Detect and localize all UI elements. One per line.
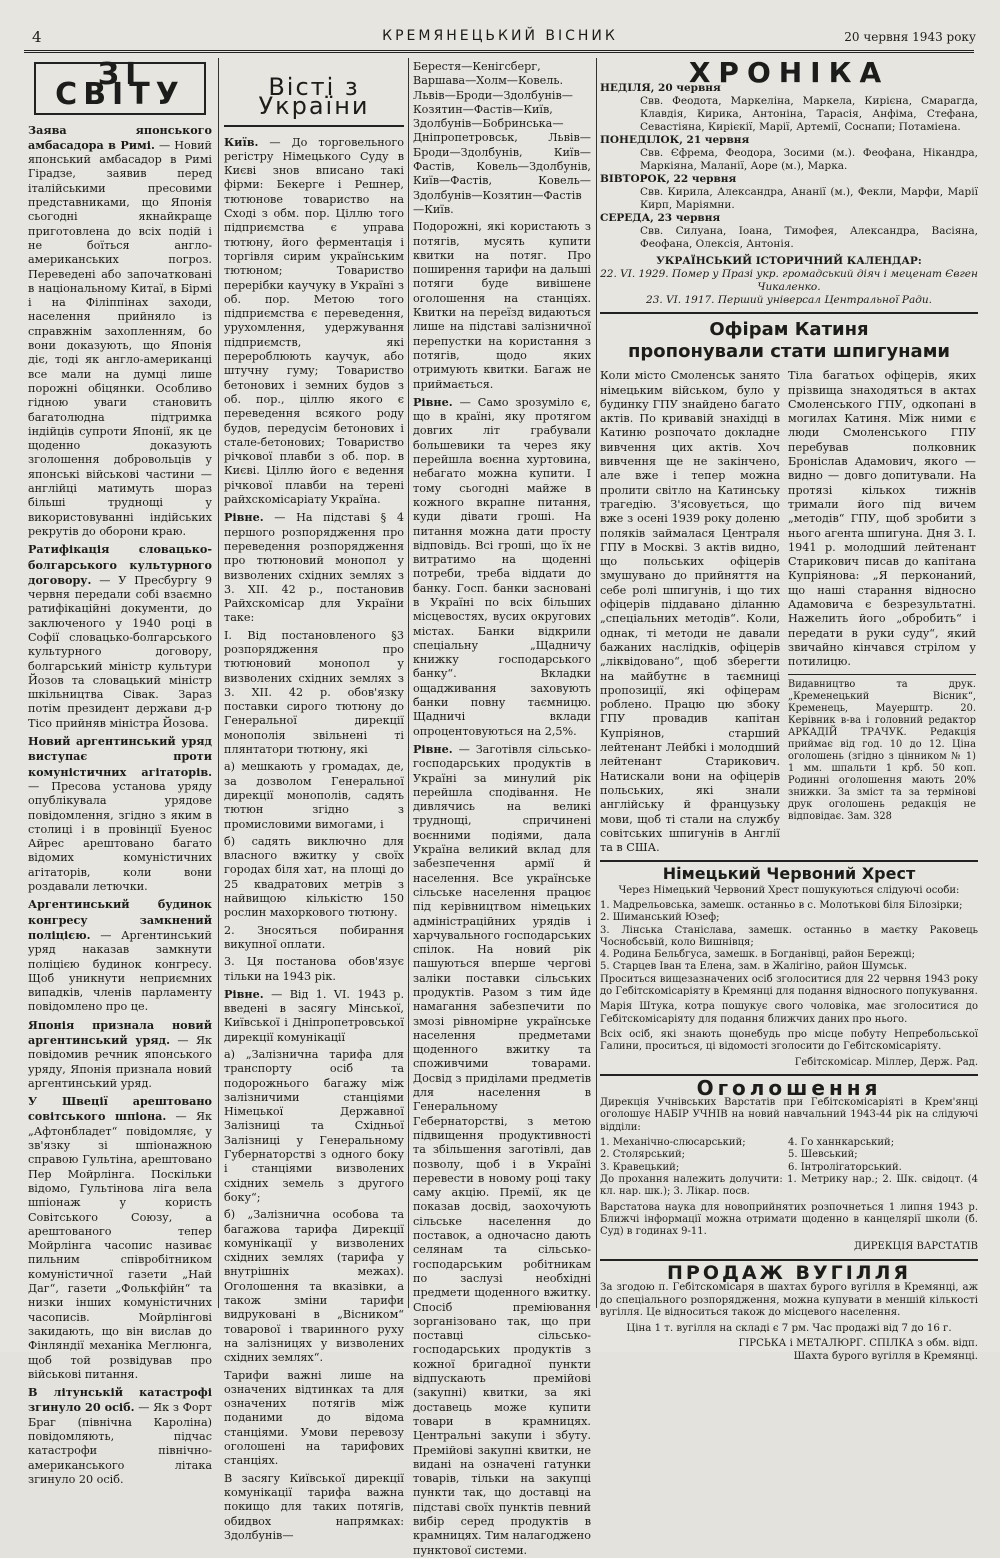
article: Рівне. — На підставі § 4 першого розпорядження про переведення розпорядження про тютюновий монопол у визволених східних землях з 3. XII. 42 р., постановив Райхскомісар для України таке: xyxy=(224,510,404,625)
article: Рівне. — Від 1. VI. 1943 р. введені в засягу Мінської, Київської і Дніпропетровської дирекції комунікації xyxy=(224,986,405,1044)
historical-calendar: УКРАЇНСЬКИЙ ІСТОРИЧНИЙ КАЛЕНДАР: 22. VI. 1929. Помер у Празі укр. громадський діяч і меценат Євген Чикаленко. 23. VI. 1917. Перший універсал Центральної Ради. xyxy=(600,255,978,307)
paragraph: I. Від постановленого §3 розпорядження про тютюновий монопол у визволених східних землях з 3. XII. 42 р. обов'язку поставки сирого тютюну до Генеральної дирекції монополія звільнені ті плянтатори тютюну, які xyxy=(224,628,404,757)
article: Ратифікація словацько-болгарського культурного договору. — У Пресбургу 9 червня передали собі взаємно ратифікаційні документи, до заключеного у 1940 році в Софії словацько-болгарського культурного договору, болгарський міністр культури Йозов та словацький міністр шкільництва Сівак. Зараз потім президент держави д-р Тісо прийняв міністра Йозова. xyxy=(28,542,212,730)
masthead: КРЕМЯНЕЦЬКИЙ ВІСНИК xyxy=(382,28,618,44)
article: Японія признала новий аргентинський уряд. — Як повідомив речник японського уряду, Японія признала новий аргентинський уряд. xyxy=(28,1017,213,1090)
paragraph: 3. Ця постанова обов'язує тільки на 1943 рік. xyxy=(224,955,404,983)
workshop-announcement: Дирекція Учнівських Варстатів при Гебітскомісаріяті в Крем'янці оголошує НАБІР УЧНІВ на новий навчальний 1943-44 рік на слідуючі відділи: 1. Механічно-слюсарський; 2. Столярський; 3. Кравецький; 4. Го ханнкарський; 5. Шевський; 6. Інтролігаторський. До прохання належить долучити: 1. Метрику нар.; 2. Шк. свідоцт. (4 кл. нар. шк.); 3. Лікар. посв. Варстатова наука для новоприйнятих розпочнеться 1 липня 1943 р. Ближчі інформації можна отримати щоденно в канцелярії школи (б. Суд) в годинах 9-11. ДИРЕКЦІЯ ВАРСТАТІВ xyxy=(600,1097,978,1253)
imprint: Видавництво та друк. „Кременецький Вісник“, Кременець, Мауерштр. 20. Керівник в-ва і головний редактор АРКАДІЙ ТРАЧУК. Редакція приймає від год. 10 до 12. Ціна оголошень (згідно з цінником № 1) 1 мм. шпальти 1 крб. 50 коп. Родинні оголошення мають 20% знижки. За зміст та за термінові друк оголошень редакція не відповідає. Зам. 328 xyxy=(788,678,976,822)
page-header xyxy=(24,26,976,50)
red-cross-heading: Німецький Червоний Хрест xyxy=(662,864,916,884)
article: Заява японського амбасадора в Римі. — Новий японський амбасадор в Римі Гірадзе, заявив перед італійськими пресовими представниками, що Японія сьогодні якнайкраще приготовлена до всіх подій і не боїться англо-американських погроз. Переведені або започатковані в національному Китаї, в Бірмі і на Філіппінах заходи, населення прийняло із справжнім захопленням, бо вони доказують, що Японія діє, тоді як англо-американці все мали на думці лише порожні обіцянки. Особливо гідною уваги становить багатолюдна підтримка індійців супроти Японії, як це щоденно доказують зголошення добровольців у японські військові частини — англійці матимуть шораз більші труднощі у використовуванні індійських рекрутів до оборони краю. xyxy=(28,122,212,538)
chronicle-heading: ХРОНІКА xyxy=(688,56,890,89)
page-number: 4 xyxy=(32,28,42,46)
article: В літунській катастрофі згинуло 20 осіб. — Як з Форт Браг (північна Кароліна) повідомляють, підчас катастрофи північно-американського літака згинуло 20 осіб. xyxy=(28,1385,212,1486)
column-rule xyxy=(408,58,409,1308)
paragraph: б) садять виключно для власного вжитку у своїх городах біля хат, на площі до 25 квадратових метрів з найвищою кількістю 150 рослин махоркового тютюну. xyxy=(224,834,404,920)
paragraph: Подорожні, які користають з потягів, мусять купити квитки на потяг. Про поширення тарифи на дальші потяги буде вивішене оголошення на станціях. Квитки на переїзд видаються лише на підставі залізничної перепустки на користання з потягів, щодо яких отримують квитки. Багаж не приймається. xyxy=(413,220,591,391)
article: Аргентинський будинок конгресу замкнений поліцією. — Аргентинський уряд наказав замкнути поліцією будинок конгресу. Щоб уникнути неприємних випадків, членів парламенту повідомлено про це. xyxy=(28,897,213,1014)
paragraph: а) мешкають у громадах, де, за дозволом Генеральної дирекції монополів, садять тютюн згідно з промисловими вимогами, і xyxy=(224,760,404,831)
column-rule xyxy=(596,58,597,1308)
world-news-column xyxy=(28,57,213,1486)
paragraph: В засягу Київської дирекції комунікації тарифа важна покищо для таких потягів, обидвох напрямках: Здолбунів— xyxy=(224,1471,404,1542)
ukraine-news-column xyxy=(224,60,405,1542)
article: Новий аргентинський уряд виступає проти комуністичних агітаторів. — Пресова установа уряду опублікувала урядове повідомлення, згідно з яким в столиці і в провінції Буенос Айрес арештовано багато відомих комуністичних агітаторів, коли вони роздавали летючки. xyxy=(28,734,212,894)
chronicle-days: НЕДІЛЯ, 20 червня Свв. Феодота, Маркеліна, Маркела, Кирієна, Смарагда, Клавдія, Кирика, Антоніна, Тарасія, Анфіма, Стефана, Севастіяна, Кирієкії, Марії, Артемії, Соснапи; Потаміена. ПОНЕДІЛОК, 21 червня Свв. Єфрема, Феодора, Зосими (м.). Феофана, Нікандра, Маркіяна, Маланії, Аоре (м.), Марка. ВІВТОРОК, 22 червня Свв. Кирила, Александра, Ананії (м.), Фекли, Марфи, Марії Кирп, Маріямни. СЕРЕДА, 23 червня Свв. Силуана, Іоана, Тимофея, Александра, Васіяна, Феофана, Олексія, Антонія. xyxy=(600,82,978,251)
right-column xyxy=(600,56,978,1362)
issue-date: 20 червня 1943 року xyxy=(844,30,976,44)
column-rule xyxy=(218,58,219,1308)
ukraine-news-continued-column xyxy=(413,60,591,1557)
header-rule xyxy=(24,50,974,53)
world-news-heading: ЗІ СВІТУ xyxy=(34,62,206,115)
paragraph: Берестя—Кенігсберг, Варшава—Холм—Ковель. Львів—Броди—Здолбунів—Козятин—Фастів—Київ, Здолбунів—Бобринська—Дніпропетровськ, Львів—Броди—Здолбунів, Київ—Фастів, Ковель—Здолбунів, Київ—Фастів, Ковель—Здолбунів—Козятин—Фастів—Київ. xyxy=(413,60,591,216)
article: Київ. — До торговельного регістру Німецького Суду в Києві знов вписано такі фірми: Бекерге і Решнер, тютюнове товариство на Сході з обм. пор. Ціллю того підприємства є управа тютюну, його ферментація і торгівля сирим українським тютюном; Товариство перерібки каучуку в Україні з об. пор. Метою того підприємства є переведення, урухомлення, удержування підприємств, які перероблюють каучук, або штучну гуму; Товариство бетонових і земних будов з об. пор., ціллю якого є переведення всякого роду будов, передусім бетонових і стале-бетонових; Товариство річкової плавби з об. пор. в Києві. Ціллю його є ведення річкової плавби на терені райхскомісаріату Україна. xyxy=(224,134,404,507)
article: Рівне. — Заготівля сільсько-господарських продуктів в Україні за минулий рік перейшла сподівання. Не дивлячись на великі труднощі, спричинені воєнними подіями, дала Україна великий вклад для забезпечення армії й населення. Все українське сільське населення працює під керівництвом німецьких адміністраційних урядів і харчувального господарських спілок. На новий рік пашуються вперше чергові заліки поставки сільських продуктів. Разом з тим йде намагання забезпечити по змозі рівномірне українське населення предметами щоденного вжитку та споживчими товарами. Досвід з приділами предметів для населення в Генеральному Гебернаторстві, з метою підвищення продуктивності та збільшення заготівлі, дав позволу, щоб і в Україні перевести в новому році таку саму акцію. Премії, як це показав досвід, заохочують сільське населення до поставок, а одночасно дають селянам та сільсько-господарським робітникам по заслузі необхідні предмети щоденного вжитку. Спосіб преміювання зорганізовано так, що при поставці сільсько-господарських продуктів з кожної бригадної пункти відпускають премійові (закупні) квитки, за які доставець може купити товари в крамницях. Центральні закупи і збуту. Премійові закупні квитки, не видані на означені гатунки товарів, тільки на закупці пункти так, що доставці на підставі своїх пунктів певний вибір серед продуктів в крамницях. Тим налагоджено пунктової системи. xyxy=(413,741,591,1557)
paragraph: Тарифи важні лише на означених відтинках та для означених потягів між поданими до відома станціями. Умови перевозу оголошені на тарифових станціях. xyxy=(224,1368,404,1468)
katyn-heading: Офірам Катиня пропонували стати шпигунами xyxy=(627,319,951,363)
paragraph: а) „Залізнична тарифа для транспорту осіб та подорожнього багажу між залізничими станціями Німецької Державної Залізниці та Східньої Залізниці у Генеральному Губернаторстві з одного боку і станціями визволених східних земель з другого боку“; xyxy=(224,1048,404,1204)
coal-sale-notice: За згодою п. Гебітскомісаря в шахтах бурого вугілля в Кремянці, аж до спеціального розпорядження, можна купувати в меншій кількості вугілля. Це відноситься також до місцевого населення. Ціна 1 т. вугілля на складі є 7 рм. Час продажі від 7 до 16 г. ГІРСЬКА і МЕТАЛЮРГ. СПІЛКА з обм. відп. Шахта бурого вугілля в Кремянці. xyxy=(600,1282,978,1362)
ukraine-news-heading: Вісті з України xyxy=(224,62,404,127)
article: Рівне. — Само зрозуміло є, що в країні, яку протягом довгих літ грабували большевики та через яку перейшла воєнна хуртовина, небагато можна купити. І тому сьогодні майже в кожного вкрапне питання, куди дівати гроші. На питання можна дати просту відповідь. Всі гроші, що їх не витратимо на щоденні потреби, треба віддати до банку. Госп. банки засновані в Україні по всіх більших місцевостях, вусих округових містах. Банки відкрили спеціальну „Щадничу книжку господарського банку“. Вкладки ощадживання заховують банки повну таємницю. Щадничі вклади опроцентовуються на 2,5%. xyxy=(413,394,591,738)
red-cross-notice: Через Німецький Червоний Хрест пошукуються слідуючі особи: 1. Мадрельовська, замешк. останньо в с. Молотькові біля Білозірки; 2. Шиманський Юзеф; 3. Лінська Станіслава, замешк. останньо в маєтку Раковець Чоснобсьвій, коло Вишнівця; 4. Родина Бельбгуса, замешк. в Богданівці, район Бережці; 5. Старцев Іван та Елена, зам. в Жалігіно, район Шумськ. Проситься вищезазначених осіб зголоситися для 22 червня 1943 року до Гебітскомісаріяту в Кремянці для подання відносного попукування. Марія Штука, котра пошукує свого чоловіка, має зголоситися до Гебітскомісаріяту для подання ближчих даних про нього. Всіх осіб, які знають щонебудь про місце побуту Непребольської Галини, проситься, ці відомості зголосити до Гебітскомісаріяту. Гебітскомісар. Міллер, Держ. Рад. xyxy=(600,884,978,1068)
paragraph: 2. Зносяться побирання викупної оплати. xyxy=(224,923,404,951)
coal-sale-heading: ПРОДАЖ ВУГІЛЛЯ xyxy=(667,1261,911,1284)
article: У Швеції арештовано совітського шпіона. — Як „Афтонбладет“ повідомляє, у зв'язку зі шпіонажною справою Гультіна, арештовано Пер Мойрлінга. Поскільки відомо, Гультінова ліга вела шпіонаж у користь Совітського Союзу, а арештованого тепер Мойрлінга часопис називає пильним співробітником комуністичної газети „Най Даг“, газети „Фолькфійн“ та низки інших комуністичних часописів. Мойрлінгові закидають, що він вислав до Фінляндії механіка Меглюнга, щоб той розвідував про військові питання. xyxy=(28,1094,212,1381)
katyn-article: Коли місто Смоленськ занято німецьким військом, було у будинку ГПУ знайдено багато актів. По кривавій знахідці в Катиню розпочато докладне вивчення цих актів. Хоч вивчення ще не закінчено, але вже і тепер можна пролити світло на Катинську трагедію. З'ясовується, що вже з осені 1939 року доленю поляків займалася Централя ГПУ в Москві. З актів видно, що польських офіцерів змушувано до прийняття на себе ролі шпигунів, і що тих офіцерів піддавано діланню „спеціальних методів“. Коли, однак, ті методи не давали бажаних наслідків, офіцерів „ліквідовано“, щоб зберегти на майбутнє в таємниці пропозиції, які офіцерам роблено. Працю цю збоку ГПУ провадив капітан Купріянов, старший лейтенант Лейбкі і молодший лейтенант Старикович. Натискали вони на офіцерів польських, які знали англійську й французьку мови, щоб ті стали на службу совітських шпигунів в Англії та в США. Тіла багатьох офіцерів, яких прізвища знаходяться в актах Смоленського ГПУ, одкопані в могилах Катиня. Між ними є люди Смоленського ГПУ перебував полковник Броніслав Адамович, якого — видно — довго допитували. На протязі кількох тижнів тримали його під вичем „методів“ ГПУ, щоб зробити з нього агента шпигуна. Дня 3. І. 1941 р. молодший лейтенант Старикович писав до капітана Купріянова: „Я перконаний, що наші старання відносно Адамовича є безрезультатні. Нажелить його „обробить“ і передати в руки суду“, який звичайно кінчався стрілом у потилицю. Видавництво та друк. „Кременецький Вісник“, Кременець, Мауерштр. 20. Керівник в-ва і головний редактор АРКАДІЙ ТРАЧУК. Редакція приймає від год. 10 до 12. Ціна оголошень (згідно з цінником № 1) 1 мм. шпальти 1 крб. 50 коп. Родинні оголошення мають 20% знижки. За зміст та за термінові друк оголошень редакція не відповідає. Зам. 328 xyxy=(600,369,976,855)
announcements-heading: Оголошення xyxy=(696,1075,882,1100)
paragraph: б) „Залізнична особова та багажова тарифа Дирекції комунікації у визволених східних землях (тарифа у внутрішніх межах). Оголошення та вказівки, а також зміни тарифи видруковані в „Вісником“ товарової і тваринного руху на залізницях у визволених східних землях“. xyxy=(224,1208,404,1365)
